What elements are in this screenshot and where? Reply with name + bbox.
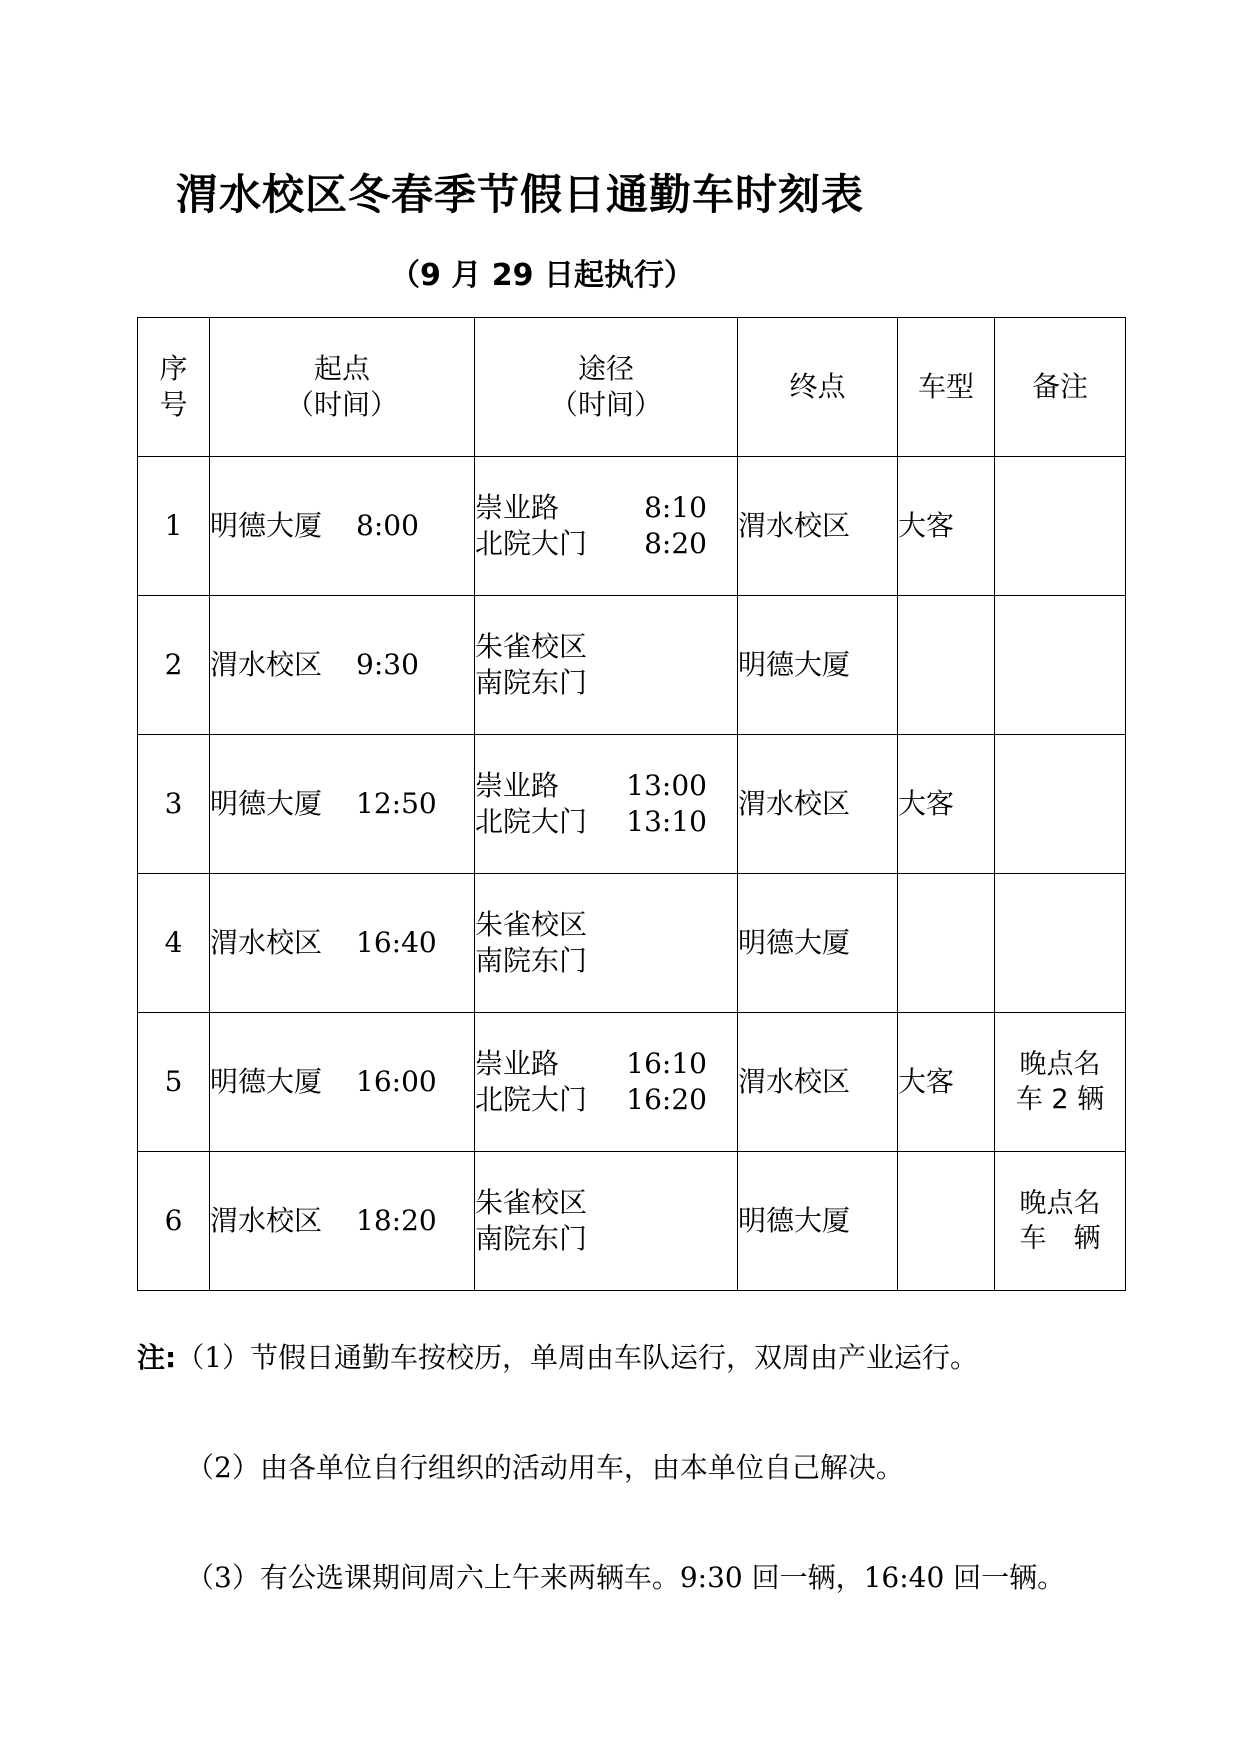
- route-stop: [475, 1221, 737, 1257]
- row-seq: 3: [138, 735, 210, 874]
- stop-name: 北院大门: [475, 1083, 588, 1116]
- table-header-row: [138, 318, 1126, 457]
- table-row: [138, 596, 1126, 735]
- row-note: [995, 735, 1126, 874]
- start-place: 渭水校区: [210, 925, 323, 959]
- row-dest: 渭水校区: [738, 1013, 898, 1152]
- start-place: 明德大厦: [210, 1064, 323, 1098]
- row-start: [210, 457, 475, 596]
- note-1: [137, 1336, 978, 1376]
- row-note: [995, 874, 1126, 1013]
- stop-name: 南院东门: [475, 944, 588, 977]
- row-seq: 2: [138, 596, 210, 735]
- row-seq: 6: [138, 1152, 210, 1291]
- route-stop: [475, 768, 737, 804]
- stop-time: 13:10: [626, 805, 707, 838]
- note-3: （3）有公选课期间周六上午来两辆车。9:30 回一辆，16:40 回一辆。: [186, 1561, 1066, 1594]
- notes-label: 注:: [137, 1341, 177, 1374]
- stop-name: 朱雀校区: [475, 629, 588, 663]
- row-note: [995, 1013, 1126, 1152]
- page-subtitle: （9 月 29 日起执行）: [390, 258, 694, 293]
- row-note: [995, 457, 1126, 596]
- route-stop: [475, 526, 737, 562]
- header-seq: [138, 318, 210, 457]
- start-time: 16:40: [356, 925, 437, 959]
- note-2: （2）由各单位自行组织的活动用车，由本单位自己解决。: [186, 1451, 904, 1484]
- row-route: [475, 596, 738, 735]
- stop-name: 崇业路: [475, 1046, 560, 1080]
- stop-time: 16:20: [626, 1083, 707, 1116]
- header-start-line2: （时间）: [285, 388, 398, 421]
- header-route-line1: 途径: [577, 351, 634, 385]
- note-1-text: （1）节假日通勤车按校历，单周由车队运行，双周由产业运行。: [176, 1341, 979, 1374]
- row-route: [475, 874, 738, 1013]
- table-row: [138, 735, 1126, 874]
- table-row: [138, 1152, 1126, 1291]
- header-start-line1: 起点: [313, 351, 370, 385]
- row-start: [210, 735, 475, 874]
- table-row: [138, 874, 1126, 1013]
- row-note: [995, 596, 1126, 735]
- stop-name: 朱雀校区: [475, 1185, 588, 1219]
- row-dest: 明德大厦: [738, 1152, 898, 1291]
- row-type: [898, 1152, 995, 1291]
- header-dest: 终点: [738, 318, 898, 457]
- header-note: 备注: [995, 318, 1126, 457]
- stop-name: 南院东门: [475, 666, 588, 699]
- header-route-line2: （时间）: [549, 388, 662, 421]
- start-time: 9:30: [356, 647, 419, 681]
- row-start: [210, 1152, 475, 1291]
- stop-name: 崇业路: [475, 768, 560, 802]
- stop-name: 北院大门: [475, 805, 588, 838]
- row-type: [898, 874, 995, 1013]
- route-stop: [475, 1082, 737, 1118]
- start-place: 明德大厦: [210, 786, 323, 820]
- stop-name: 朱雀校区: [475, 907, 588, 941]
- note-line: 晚点名: [1019, 1048, 1101, 1080]
- start-time: 12:50: [356, 786, 437, 820]
- row-type: 大客: [898, 735, 995, 874]
- row-type: 大客: [898, 1013, 995, 1152]
- route-stop: [475, 629, 737, 665]
- stop-time: 8:10: [644, 490, 707, 524]
- route-stop: [475, 943, 737, 979]
- route-stop: [475, 665, 737, 701]
- note-line: 车 2 辆: [1015, 1084, 1105, 1115]
- stop-name: 南院东门: [475, 1222, 588, 1255]
- route-stop: [475, 1185, 737, 1221]
- start-place: 渭水校区: [210, 647, 323, 681]
- header-seq-line2: 号: [159, 388, 188, 421]
- start-place: 渭水校区: [210, 1203, 323, 1237]
- route-stop: [475, 1046, 737, 1082]
- header-seq-line1: 序: [159, 351, 188, 385]
- stop-name: 北院大门: [475, 527, 588, 560]
- header-type: 车型: [898, 318, 995, 457]
- route-stop: [475, 490, 737, 526]
- stop-name: 崇业路: [475, 490, 560, 524]
- row-route: [475, 735, 738, 874]
- row-start: [210, 596, 475, 735]
- stop-time: 8:20: [644, 527, 707, 560]
- header-route: [475, 318, 738, 457]
- note-line: 车 辆: [1019, 1223, 1101, 1254]
- row-start: [210, 874, 475, 1013]
- table-row: [138, 1013, 1126, 1152]
- route-stop: [475, 907, 737, 943]
- note-line: 晚点名: [1019, 1187, 1101, 1219]
- row-route: [475, 1152, 738, 1291]
- row-type: [898, 596, 995, 735]
- stop-time: 13:00: [626, 768, 707, 802]
- row-seq: 4: [138, 874, 210, 1013]
- row-route: [475, 1013, 738, 1152]
- table-row: [138, 457, 1126, 596]
- header-start: [210, 318, 475, 457]
- row-dest: 渭水校区: [738, 457, 898, 596]
- start-time: 8:00: [356, 508, 419, 542]
- start-place: 明德大厦: [210, 508, 323, 542]
- row-start: [210, 1013, 475, 1152]
- route-stop: [475, 804, 737, 840]
- row-route: [475, 457, 738, 596]
- row-dest: 明德大厦: [738, 874, 898, 1013]
- row-type: 大客: [898, 457, 995, 596]
- row-seq: 1: [138, 457, 210, 596]
- row-note: [995, 1152, 1126, 1291]
- page-title: 渭水校区冬春季节假日通勤车时刻表: [176, 170, 865, 219]
- row-dest: 渭水校区: [738, 735, 898, 874]
- start-time: 16:00: [356, 1064, 437, 1098]
- stop-time: 16:10: [626, 1046, 707, 1080]
- start-time: 18:20: [356, 1203, 437, 1237]
- row-dest: 明德大厦: [738, 596, 898, 735]
- schedule-table: [137, 317, 1126, 1291]
- row-seq: 5: [138, 1013, 210, 1152]
